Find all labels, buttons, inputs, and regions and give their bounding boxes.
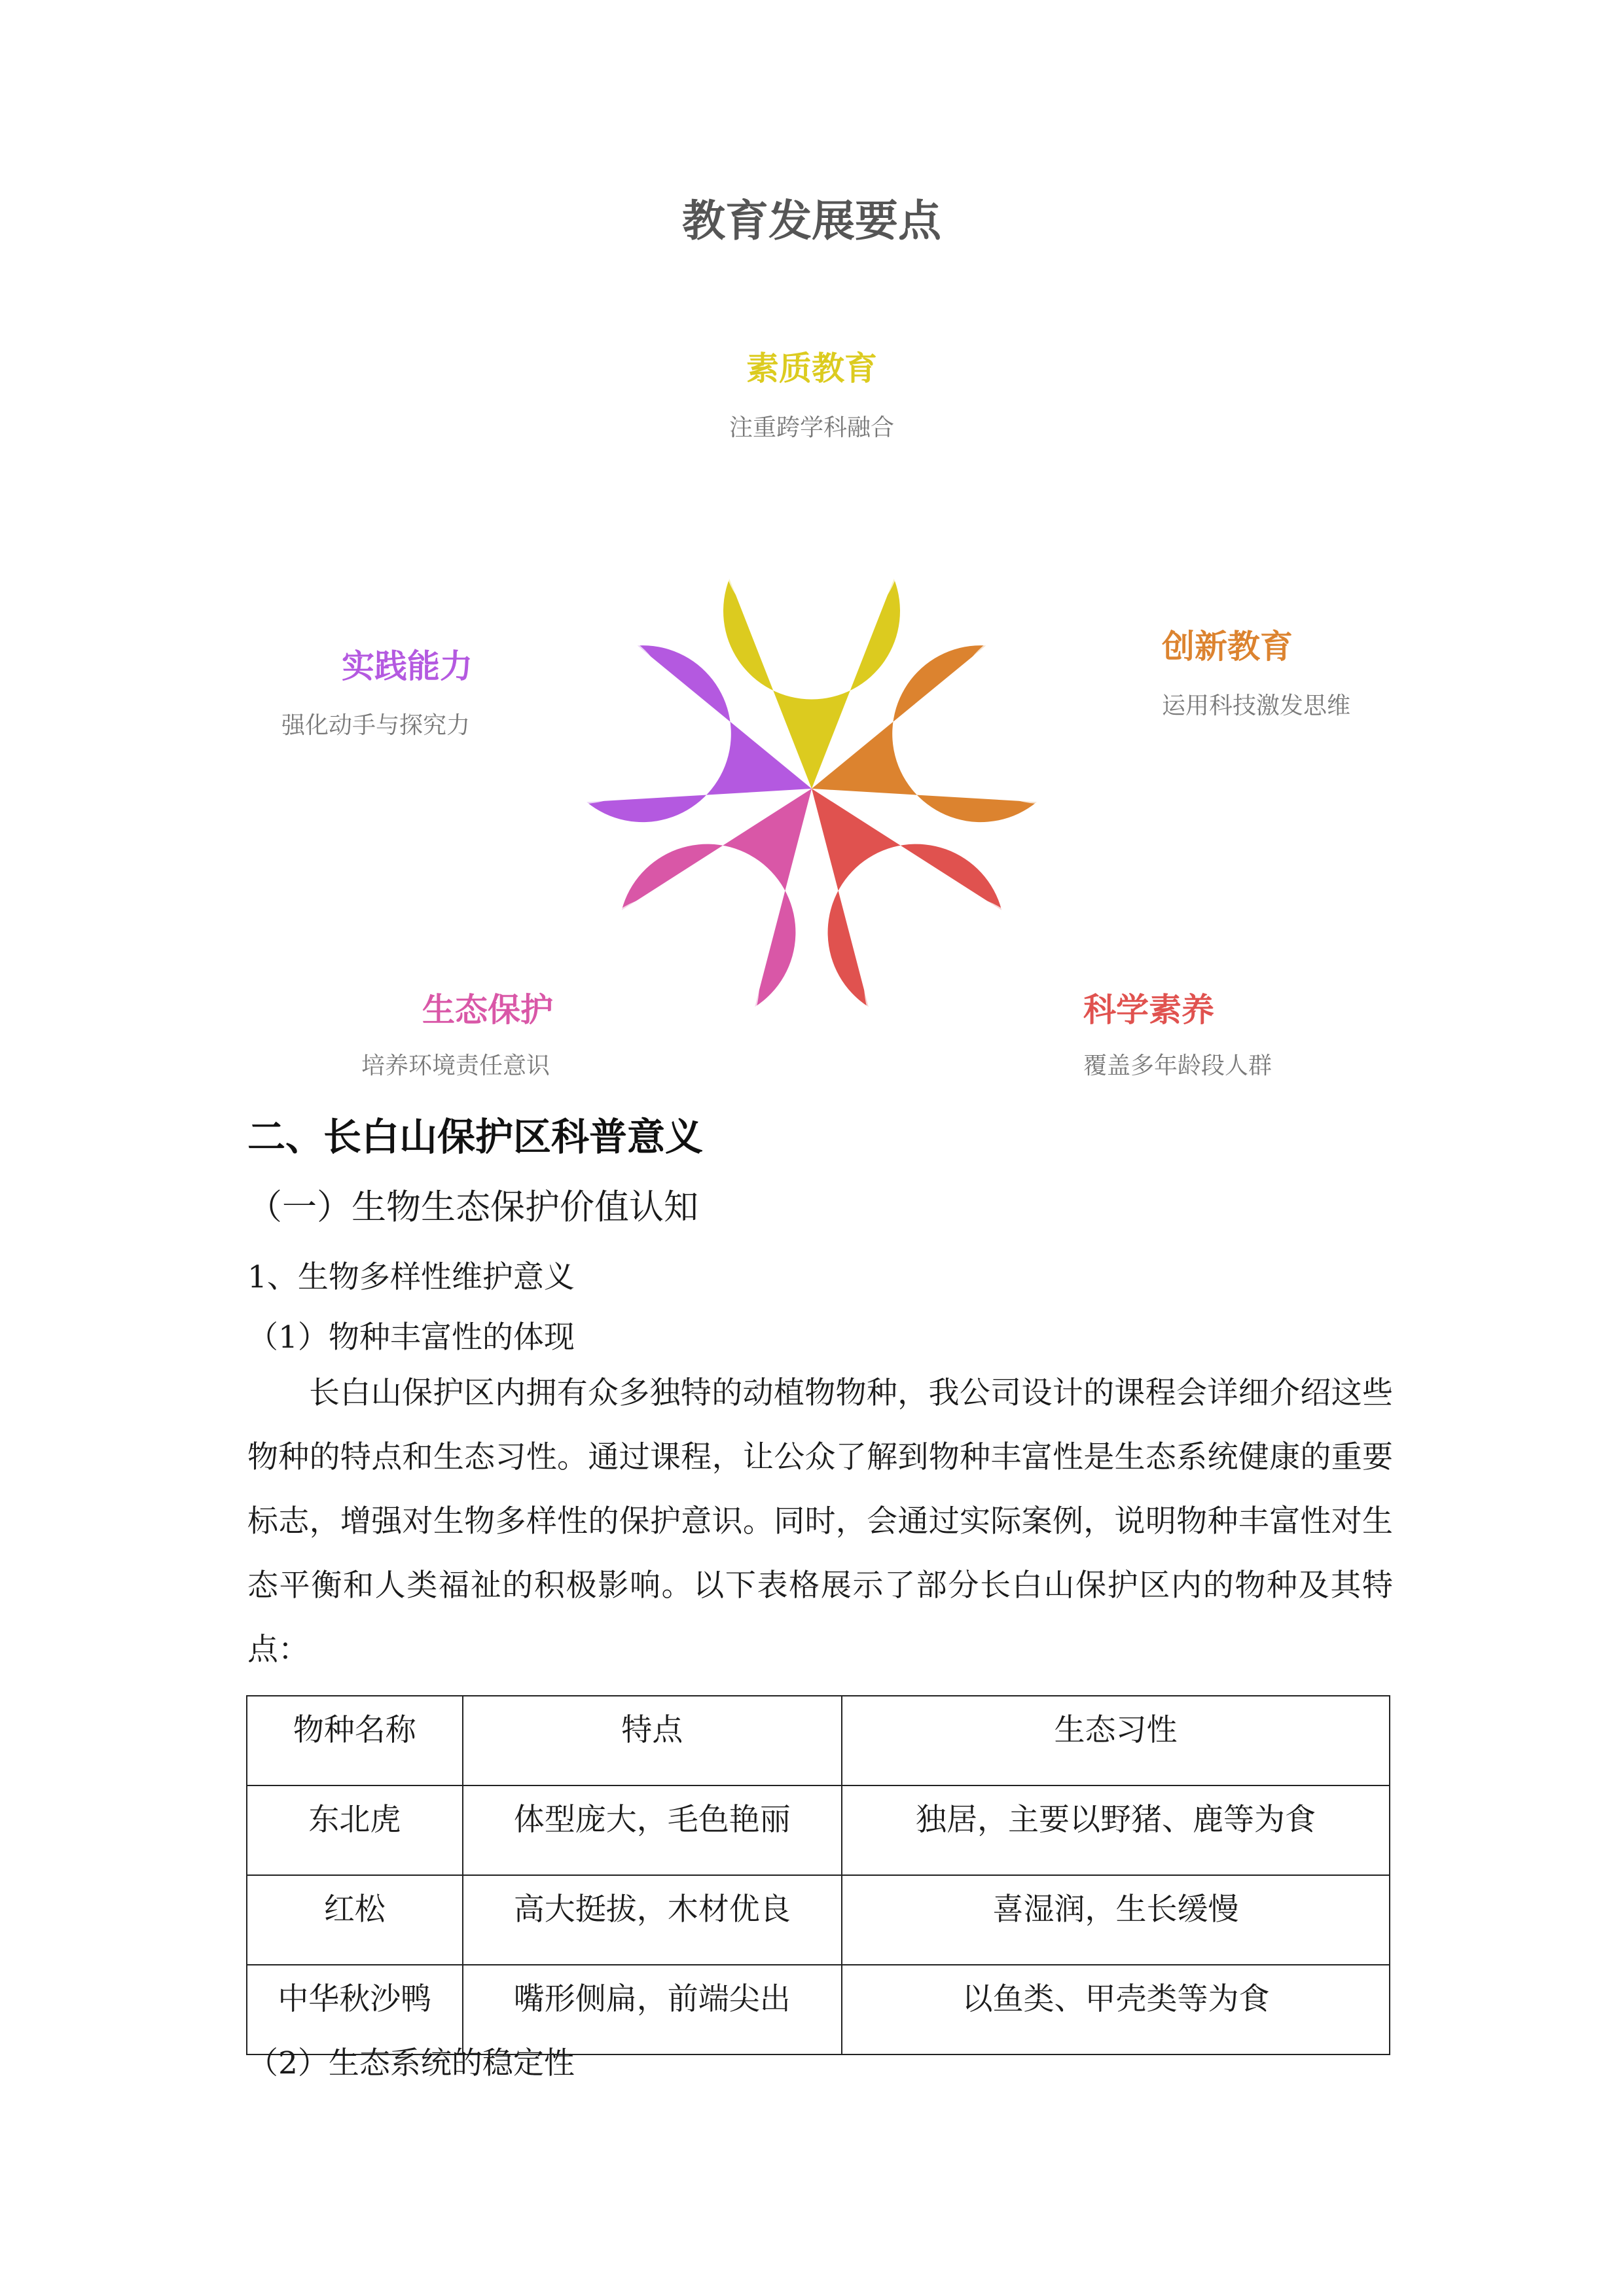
table-header-cell: 生态习性 [842, 1696, 1390, 1785]
petal-subtitle-science-literacy: 覆盖多年龄段人群 [1083, 1052, 1272, 1079]
table-row [247, 1785, 1390, 1875]
petal-subtitle-quality-education: 注重跨学科融合 [729, 414, 895, 441]
table-cell: 东北虎 [247, 1785, 463, 1875]
table-cell: 红松 [247, 1875, 463, 1965]
item-heading: 1、生物多样性维护意义 [247, 1259, 575, 1295]
petal-innovation-education [812, 645, 1037, 822]
table-header-cell: 特点 [463, 1696, 842, 1785]
petal-ring-ecological-protection [581, 896, 758, 1073]
subitem-heading-2: （2）生态系统的稳定性 [247, 2045, 575, 2081]
petal-subtitle-ecological-protection: 培养环境责任意识 [361, 1052, 550, 1079]
petal-ring-science-literacy [865, 896, 1042, 1073]
petal-subtitle-innovation-education: 运用科技激发思维 [1162, 692, 1351, 719]
petal-ring-practical-ability [493, 626, 670, 802]
table-cell: 体型庞大，毛色艳丽 [463, 1785, 842, 1875]
table-cell: 喜湿润，生长缓慢 [842, 1875, 1390, 1965]
education-points-diagram [0, 0, 1624, 1113]
table-header-cell: 物种名称 [247, 1696, 463, 1785]
table-cell: 以鱼类、甲壳类等为食 [842, 1965, 1390, 2054]
diagram-petals [493, 458, 1130, 1073]
diagram-title: 教育发展要点 [682, 196, 941, 246]
table-cell: 中华秋沙鸭 [247, 1965, 463, 2054]
petal-title-quality-education: 素质教育 [746, 350, 877, 387]
body-paragraph: 长白山保护区内拥有众多独特的动植物物种，我公司设计的课程会详细介绍这些物种的特点和生态习性。通过课程，让公众了解到物种丰富性是生态系统健康的重要标志，增强对生物多样性的保护意识。同时，会通过实际案例，说明物种丰富性对生态平衡和人类福祉的积极影响。以下表格展示了部分长白山保护区内的物种及其特点： [247, 1375, 1393, 1668]
subitem-heading-1: （1）物种丰富性的体现 [247, 1319, 575, 1355]
species-table [246, 1695, 1390, 2055]
petal-title-practical-ability: 实践能力 [342, 647, 473, 685]
table-cell: 嘴形侧扁，前端尖出 [463, 1965, 842, 2054]
subsection-heading: （一）生物生态保护价值认知 [247, 1187, 698, 1227]
petal-practical-ability [586, 645, 812, 822]
petal-title-innovation-education: 创新教育 [1162, 628, 1293, 666]
petal-title-science-literacy: 科学素养 [1083, 991, 1214, 1029]
petal-subtitle-practical-ability: 强化动手与探究力 [281, 712, 470, 739]
petal-ring-quality-education [723, 458, 900, 635]
petal-title-ecological-protection: 生态保护 [422, 991, 553, 1029]
table-header-row [247, 1696, 1390, 1785]
table-row [247, 1875, 1390, 1965]
table-cell: 高大挺拔，木材优良 [463, 1875, 842, 1965]
petal-ring-innovation-education [954, 626, 1130, 802]
table-cell: 独居，主要以野猪、鹿等为食 [842, 1785, 1390, 1875]
section-heading: 二、长白山保护区科普意义 [247, 1115, 704, 1159]
